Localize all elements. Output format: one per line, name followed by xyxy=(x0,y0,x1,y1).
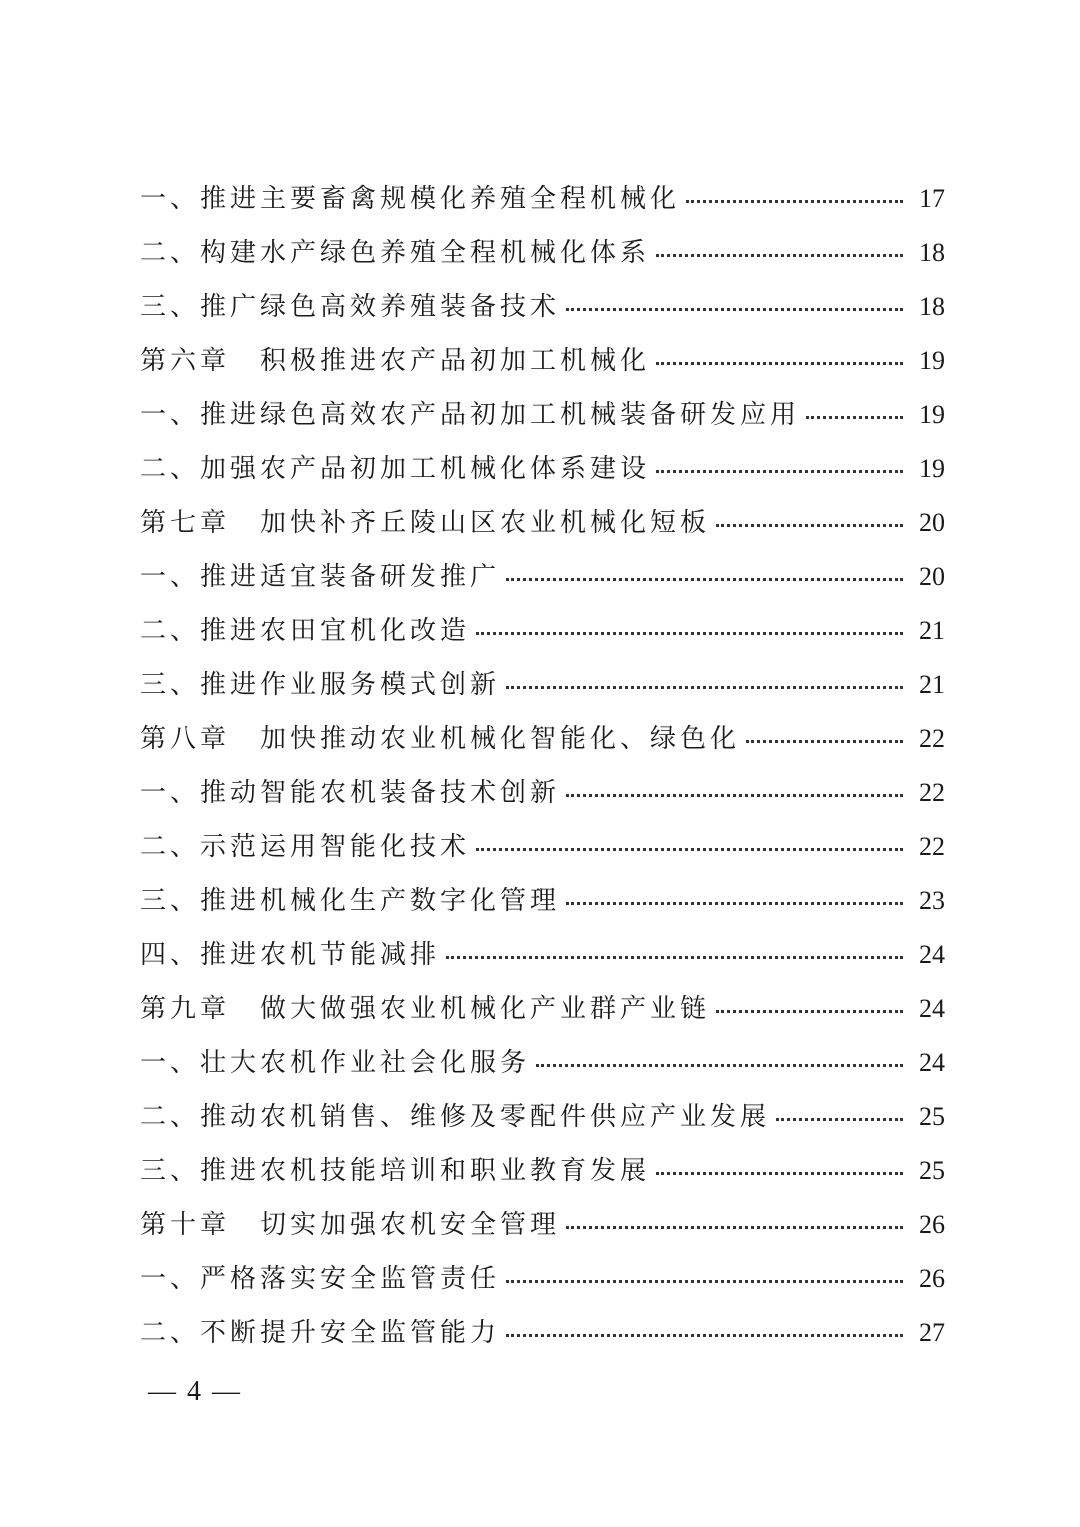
toc-chapter-entry xyxy=(140,496,945,550)
toc-entry xyxy=(140,604,945,658)
toc-entry-title: 三、推进机械化生产数字化管理 xyxy=(140,886,561,916)
toc-dot-leader xyxy=(656,362,903,365)
toc-entry-page: 24 xyxy=(919,994,945,1023)
toc-entry-page: 27 xyxy=(919,1318,945,1347)
toc-entry xyxy=(140,550,945,604)
toc-entry-page: 26 xyxy=(919,1210,945,1239)
toc-chapter-entry xyxy=(140,334,945,388)
toc-entry-page: 19 xyxy=(919,454,945,483)
toc-entry-page: 20 xyxy=(919,562,945,591)
toc-entry xyxy=(140,280,945,334)
toc-entry-title: 第六章 积极推进农产品初加工机械化 xyxy=(140,346,651,376)
toc-dot-leader xyxy=(476,848,903,851)
toc-chapter-entry xyxy=(140,1198,945,1252)
toc-entry xyxy=(140,658,945,712)
toc-entry-title: 二、推动农机销售、维修及零配件供应产业发展 xyxy=(140,1102,771,1132)
toc-entry-title: 三、推广绿色高效养殖装备技术 xyxy=(140,292,561,322)
toc-entry-title: 四、推进农机节能减排 xyxy=(140,940,441,970)
toc-dot-leader xyxy=(566,902,903,905)
table-of-contents xyxy=(140,172,945,1360)
toc-entry-title: 一、推动智能农机装备技术创新 xyxy=(140,778,561,808)
toc-entry-page: 22 xyxy=(919,832,945,861)
toc-entry-page: 20 xyxy=(919,508,945,537)
toc-entry xyxy=(140,1036,945,1090)
toc-entry xyxy=(140,1090,945,1144)
toc-dot-leader xyxy=(566,794,903,797)
toc-entry-page: 19 xyxy=(919,346,945,375)
toc-entry-title: 第七章 加快补齐丘陵山区农业机械化短板 xyxy=(140,508,711,538)
toc-entry-title: 一、推进适宜装备研发推广 xyxy=(140,562,501,592)
toc-entry-title: 三、推进农机技能培训和职业教育发展 xyxy=(140,1156,651,1186)
toc-dot-leader xyxy=(716,524,903,527)
toc-dot-leader xyxy=(476,632,903,635)
toc-entry-title: 三、推进作业服务模式创新 xyxy=(140,670,501,700)
toc-dot-leader xyxy=(656,1172,903,1175)
toc-entry xyxy=(140,1306,945,1360)
toc-entry xyxy=(140,1144,945,1198)
toc-dot-leader xyxy=(656,254,903,257)
toc-entry-page: 21 xyxy=(919,616,945,645)
toc-entry xyxy=(140,442,945,496)
toc-entry-page: 24 xyxy=(919,1048,945,1077)
toc-dot-leader xyxy=(746,740,903,743)
toc-dot-leader xyxy=(446,956,903,959)
toc-entry-title: 第九章 做大做强农业机械化产业群产业链 xyxy=(140,994,711,1024)
toc-dot-leader xyxy=(506,1280,903,1283)
toc-entry-page: 17 xyxy=(919,184,945,213)
toc-entry-page: 18 xyxy=(919,292,945,321)
toc-entry-page: 22 xyxy=(919,724,945,753)
toc-dot-leader xyxy=(686,200,903,203)
toc-dot-leader xyxy=(656,470,903,473)
toc-entry-title: 一、推进绿色高效农产品初加工机械装备研发应用 xyxy=(140,400,801,430)
toc-entry-title: 第十章 切实加强农机安全管理 xyxy=(140,1210,561,1240)
toc-entry xyxy=(140,226,945,280)
toc-dot-leader xyxy=(806,416,903,419)
toc-dot-leader xyxy=(776,1118,903,1121)
toc-entry-page: 25 xyxy=(919,1102,945,1131)
toc-entry-title: 一、壮大农机作业社会化服务 xyxy=(140,1048,531,1078)
toc-dot-leader xyxy=(536,1064,903,1067)
toc-entry-page: 24 xyxy=(919,940,945,969)
toc-entry-page: 23 xyxy=(919,886,945,915)
toc-dot-leader xyxy=(566,1226,903,1229)
toc-entry xyxy=(140,874,945,928)
toc-entry-title: 一、推进主要畜禽规模化养殖全程机械化 xyxy=(140,184,681,214)
toc-entry xyxy=(140,388,945,442)
toc-entry-title: 第八章 加快推动农业机械化智能化、绿色化 xyxy=(140,724,741,754)
toc-entry xyxy=(140,1252,945,1306)
toc-entry-page: 26 xyxy=(919,1264,945,1293)
toc-entry-title: 二、构建水产绿色养殖全程机械化体系 xyxy=(140,238,651,268)
toc-entry xyxy=(140,928,945,982)
toc-dot-leader xyxy=(506,1334,903,1337)
toc-entry-title: 二、不断提升安全监管能力 xyxy=(140,1318,501,1348)
toc-entry xyxy=(140,172,945,226)
toc-chapter-entry xyxy=(140,712,945,766)
page-number: — 4 — xyxy=(148,1376,242,1407)
toc-dot-leader xyxy=(506,578,903,581)
toc-entry-page: 22 xyxy=(919,778,945,807)
toc-dot-leader xyxy=(506,686,903,689)
toc-entry-title: 二、加强农产品初加工机械化体系建设 xyxy=(140,454,651,484)
toc-chapter-entry xyxy=(140,982,945,1036)
toc-dot-leader xyxy=(566,308,903,311)
toc-entry-page: 18 xyxy=(919,238,945,267)
toc-entry-title: 二、示范运用智能化技术 xyxy=(140,832,471,862)
toc-entry xyxy=(140,766,945,820)
toc-dot-leader xyxy=(716,1010,903,1013)
toc-entry xyxy=(140,820,945,874)
toc-entry-page: 19 xyxy=(919,400,945,429)
toc-entry-page: 25 xyxy=(919,1156,945,1185)
toc-entry-title: 二、推进农田宜机化改造 xyxy=(140,616,471,646)
toc-entry-page: 21 xyxy=(919,670,945,699)
toc-entry-title: 一、严格落实安全监管责任 xyxy=(140,1264,501,1294)
